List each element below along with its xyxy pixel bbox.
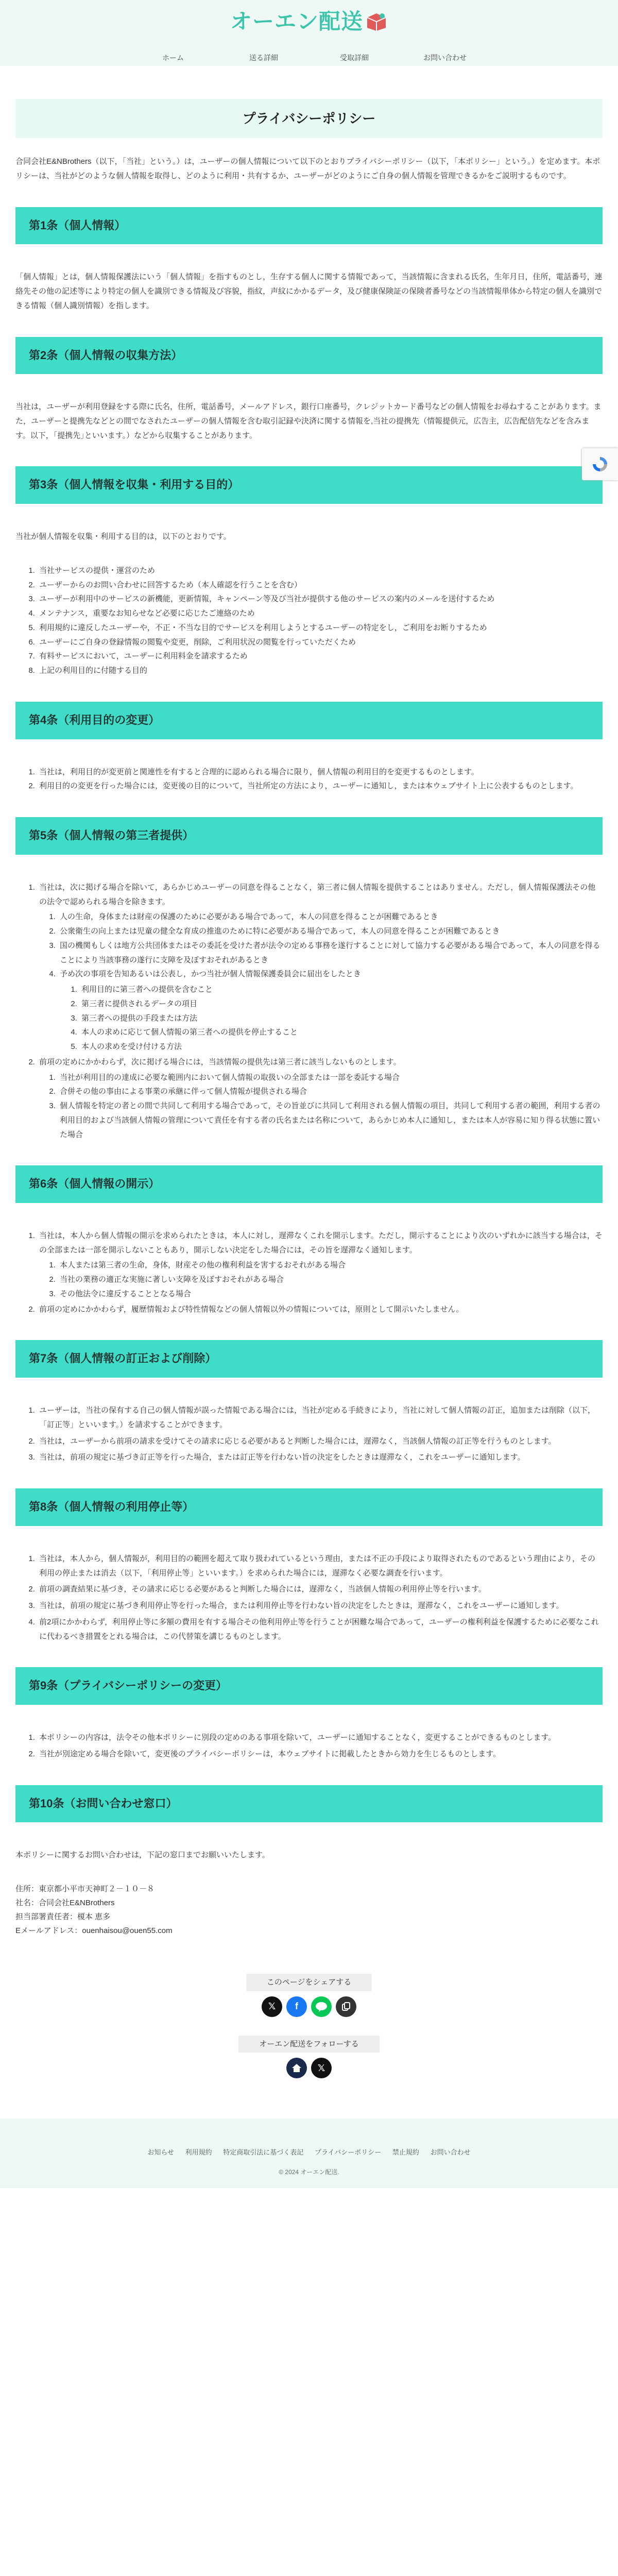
list-item: 2. 前項の定めにかかわらず，履歴情報および特性情報などの個人情報以外の情報については，原則として開示いたしません。 xyxy=(37,1302,603,1317)
facebook-share-button[interactable] xyxy=(286,1996,307,2017)
footer-link-privacy[interactable]: プライバシーポリシー xyxy=(314,2148,382,2157)
list-item: 4. 本人の求めに応じて個人情報の第三者への提供を停止すること xyxy=(79,1025,603,1040)
line-icon xyxy=(315,2002,328,2012)
list-item: 2. 当社の業務の適正な実施に著しい支障を及ぼすおそれがある場合 xyxy=(58,1273,603,1287)
list-item: 1. 当社が利用目的の達成に必要な範囲内において個人情報の取扱いの全部または一部を委託する場合 xyxy=(58,1071,603,1085)
article-7-heading: 第7条（個人情報の訂正および削除） xyxy=(15,1340,603,1378)
copy-icon xyxy=(341,2002,351,2012)
main-content xyxy=(15,66,603,2119)
contact-info xyxy=(15,1882,603,1938)
list-item: 2. ユーザーからのお問い合わせに回答するため（本人確認を行うことを含む） xyxy=(37,578,603,592)
list-item: 3. ユーザーが利用中のサービスの新機能，更新情報，キャンペーン等及び当社が提供する他のサービスの案内のメールを送付するため xyxy=(37,592,603,606)
list-item: 7. 有料サービスにおいて，ユーザーに利用料金を請求するため xyxy=(37,649,603,664)
list-item: 1. 本人または第三者の生命，身体，財産その他の権利利益を害するおそれがある場合 xyxy=(58,1258,603,1273)
article-6-list xyxy=(15,1229,603,1317)
footer-link-terms[interactable]: 利用規約 xyxy=(185,2148,212,2157)
article-5-sublist xyxy=(39,910,603,1054)
list-item: 1. 当社は，本人から，個人情報が，利用目的の範囲を超えて取り扱われているという理由，または不正の手段により取得されたものであるという理由により，その利用の停止または消去（以下，「利用停止等」といいます。）を求められた場合には，遅滞なく必要な調査を行います。 xyxy=(37,1552,603,1581)
footer-link-contact[interactable]: お問い合わせ xyxy=(430,2148,471,2157)
footer-link-prohibited[interactable]: 禁止規約 xyxy=(392,2148,419,2157)
article-1-heading: 第1条（個人情報） xyxy=(15,207,603,245)
contact-address: 住所：東京都小平市天神町２－１０－８ xyxy=(15,1884,155,1893)
list-item: 4. 前2項にかかわらず，利用停止等に多額の費用を有する場合その他利用停止等を行うことが困難な場合であって，ユーザーの権利利益を保護するために必要なこれに代わるべき措置をとれる場合は，この代替策を講じるものとします。 xyxy=(37,1615,603,1644)
article-3-heading: 第3条（個人情報を収集・利用する目的） xyxy=(15,466,603,504)
list-item: 1. 利用目的に第三者への提供を含むこと xyxy=(79,982,603,997)
article-3-text: 当社が個人情報を収集・利用する目的は，以下のとおりです。 xyxy=(15,532,231,541)
global-nav xyxy=(0,52,618,65)
list-item: 2. 第三者に提供されるデータの項目 xyxy=(79,997,603,1011)
list-item: 1. 当社は，利用目的が変更前と関連性を有すると合理的に認められる場合に限り，個人情報の利用目的を変更するものとします。 xyxy=(37,765,603,779)
list-item: 2. 公衆衛生の向上または児童の健全な育成の推進のために特に必要がある場合であって，本人の同意を得ることが困難であるとき xyxy=(58,924,603,939)
follow-title: オーエン配送をフォローする xyxy=(238,2036,380,2053)
article-8-list xyxy=(15,1552,603,1644)
article-5-list xyxy=(15,880,603,1142)
list-item-text: 当社は，次に掲げる場合を除いて，あらかじめユーザーの同意を得ることなく，第三者に個人情報を提供することはありません。ただし，個人情報保護法その他の法令で認められる場合を除きます。 xyxy=(39,883,596,906)
article-6-sublist xyxy=(39,1258,603,1301)
list-item: 1. 本ポリシーの内容は，法令その他本ポリシーに別段の定めのある事項を除いて，ユーザーに通知することなく，変更することができるものとします。 xyxy=(37,1731,603,1745)
page-title-box xyxy=(15,99,603,138)
recaptcha-icon xyxy=(591,455,609,473)
article-4-list xyxy=(15,765,603,794)
footer-link-news[interactable]: お知らせ xyxy=(147,2148,175,2157)
delivery-box-icon xyxy=(365,11,388,32)
list-item: 1. 人の生命，身体または財産の保護のために必要がある場合であって，本人の同意を得ることが困難であるとき xyxy=(58,910,603,924)
recaptcha-badge[interactable] xyxy=(582,448,618,480)
x-share-button[interactable] xyxy=(262,1996,282,2017)
share-section xyxy=(15,1974,603,2017)
list-item: 2. 合併その他の事由による事業の承継に伴って個人情報が提供される場合 xyxy=(58,1084,603,1099)
x-icon: 𝕏 xyxy=(268,2001,276,2012)
list-item xyxy=(58,967,603,1054)
list-item xyxy=(37,1229,603,1301)
list-item: 3. 当社は，前項の規定に基づき利用停止等を行った場合，または利用停止等を行わない旨の決定をしたときは，遅滞なく，これをユーザーに通知します。 xyxy=(37,1599,603,1613)
list-item: 2. 利用目的の変更を行った場合には，変更後の目的について，当社所定の方法により，ユーザーに通知し，または本ウェブサイト上に公表するものとします。 xyxy=(37,779,603,793)
contact-email: Eメールアドレス：ouenhaisou@ouen55.com xyxy=(15,1926,173,1935)
intro-text: 合同会社E&NBrothers（以下，「当社」という。）は，ユーザーの個人情報について以下のとおりプライバシーポリシー（以下，「本ポリシー」という。）を定めます。本ポリシーは、当社がどのような個人情報を取得し、どのように利用・共有するか、ユーザーがどのようにご自身の個人情報を管理できるかをご説明するものです。 xyxy=(15,157,600,180)
list-item-text: 前項の定めにかかわらず，次に掲げる場合には，当該情報の提供先は第三者に該当しないものとします。 xyxy=(39,1057,401,1066)
article-6-heading: 第6条（個人情報の開示） xyxy=(15,1165,603,1203)
share-title: このページをシェアする xyxy=(246,1974,372,1991)
home-follow-button[interactable] xyxy=(286,2058,307,2078)
nav-send-details[interactable]: 送る詳細 xyxy=(249,54,278,62)
nav-contact[interactable]: お問い合わせ xyxy=(423,54,467,62)
article-2-heading: 第2条（個人情報の収集方法） xyxy=(15,337,603,375)
home-icon xyxy=(291,2063,302,2073)
article-10-heading: 第10条（お問い合わせ窓口） xyxy=(15,1785,603,1823)
contact-person: 担当部署責任者：榎本 恵多 xyxy=(15,1912,111,1921)
article-2-text: 当社は，ユーザーが利用登録をする際に氏名，住所，電話番号，メールアドレス，銀行口座番号，クレジットカード番号などの個人情報をお尋ねすることがあります。また，ユーザーと提携先などとの間でなされたユーザーの個人情報を含む取引記録や決済に関する情報を,当社の提携先（情報提供元，広告主，広告配信先などを含みます。以下，｢提携先｣といいます。）などから収集することがあります。 xyxy=(15,402,602,440)
list-item: 6. ユーザーにご自身の登録情報の閲覧や変更，削除，ご利用状況の閲覧を行っていただくため xyxy=(37,635,603,650)
line-share-button[interactable] xyxy=(311,1996,332,2017)
article-5-heading: 第5条（個人情報の第三者提供） xyxy=(15,817,603,855)
list-item xyxy=(37,880,603,1054)
facebook-icon: f xyxy=(295,2001,298,2012)
list-item xyxy=(37,1055,603,1142)
list-item: 2. 前項の調査結果に基づき，その請求に応じる必要があると判断した場合には，遅滞なく，当該個人情報の利用停止等を行います。 xyxy=(37,1582,603,1597)
copy-link-button[interactable] xyxy=(336,1996,356,2017)
site-footer xyxy=(0,2119,618,2188)
page-title: プライバシーポリシー xyxy=(242,111,376,126)
follow-section xyxy=(15,2036,603,2119)
article-5-sublist-2 xyxy=(39,1071,603,1142)
article-10-text: 本ポリシーに関するお問い合わせは，下記の窓口までお願いいたします。 xyxy=(15,1851,270,1860)
article-7-list xyxy=(15,1403,603,1465)
footer-link-commerce[interactable]: 特定商取引法に基づく表記 xyxy=(223,2148,304,2157)
list-item: 3. 当社は，前項の規定に基づき訂正等を行った場合，または訂正等を行わない旨の決定をしたときは遅滞なく，これをユーザーに通知します。 xyxy=(37,1450,603,1465)
logo-text: オーエン配送 xyxy=(230,9,363,35)
list-item: 2. 当社は，ユーザーから前項の請求を受けてその請求に応じる必要があると判断した場合には，遅滞なく，当該個人情報の訂正等を行うものとします。 xyxy=(37,1434,603,1449)
share-icons xyxy=(15,1996,603,2017)
list-item: 3. その他法令に違反することとなる場合 xyxy=(58,1287,603,1301)
article-8-heading: 第8条（個人情報の利用停止等） xyxy=(15,1488,603,1526)
list-item-text: 当社は，本人から個人情報の開示を求められたときは，本人に対し，遅滞なくこれを開示します。ただし，開示することにより次のいずれかに該当する場合は，その全部または一部を開示しないこともあり，開示しない決定をした場合には，その旨を遅滞なく通知します。 xyxy=(39,1231,603,1255)
nav-receive-details[interactable]: 受取詳細 xyxy=(340,54,369,62)
nav-home[interactable]: ホーム xyxy=(162,54,184,62)
x-icon: 𝕏 xyxy=(317,2062,325,2073)
list-item: 3. 国の機関もしくは地方公共団体またはその委託を受けた者が法令の定める事務を遂行することに対して協力する必要がある場合であって，本人の同意を得ることにより当該事務の遂行に支障を及ぼすおそれがあるとき xyxy=(58,939,603,968)
list-item: 1. 当社サービスの提供・運営のため xyxy=(37,564,603,578)
list-item: 3. 第三者への提供の手段または方法 xyxy=(79,1011,603,1026)
list-item: 8. 上記の利用目的に付随する目的 xyxy=(37,664,603,678)
list-item: 2. 当社が別途定める場合を除いて，変更後のプライバシーポリシーは，本ウェブサイトに掲載したときから効力を生じるものとします。 xyxy=(37,1747,603,1761)
article-4-heading: 第4条（利用目的の変更） xyxy=(15,702,603,739)
follow-icons xyxy=(15,2058,603,2078)
x-follow-button[interactable] xyxy=(311,2058,332,2078)
list-item: 3. 個人情報を特定の者との間で共同して利用する場合であって，その旨並びに共同して利用される個人情報の項目，共同して利用する者の範囲，利用する者の利用目的および当該個人情報の管理について責任を有する者の氏名または名称について，あらかじめ本人に通知し，または本人が容易に知り得る状態に置いた場合 xyxy=(58,1099,603,1142)
article-3-list xyxy=(15,564,603,678)
article-5-subsublist xyxy=(60,982,603,1054)
list-item-text: 予め次の事項を告知あるいは公表し，かつ当社が個人情報保護委員会に届出をしたとき xyxy=(60,970,362,979)
article-9-heading: 第9条（プライバシーポリシーの変更） xyxy=(15,1667,603,1705)
article-9-list xyxy=(15,1731,603,1761)
site-logo[interactable] xyxy=(230,3,388,40)
list-item: 5. 本人の求めを受け付ける方法 xyxy=(79,1040,603,1054)
copyright: © 2024 オーエン配送. xyxy=(279,2168,339,2176)
article-1-text: 「個人情報」とは，個人情報保護法にいう「個人情報」を指すものとし，生存する個人に関する情報であって，当該情報に含まれる氏名，生年月日，住所，電話番号，連絡先その他の記述等により特定の個人を識別できる情報及び容貌，指紋，声紋にかかるデータ，及び健康保険証の保険者番号などの当該情報単体から特定の個人を識別できる情報（個人識別情報）を指します。 xyxy=(15,273,603,310)
footer-nav xyxy=(0,2146,618,2159)
list-item: 5. 利用規約に違反したユーザーや，不正・不当な目的でサービスを利用しようとするユーザーの特定をし，ご利用をお断りするため xyxy=(37,621,603,635)
list-item: 4. メンテナンス，重要なお知らせなど必要に応じたご連絡のため xyxy=(37,606,603,621)
contact-company: 社名：合同会社E&NBrothers xyxy=(15,1898,115,1907)
list-item: 1. ユーザーは，当社の保有する自己の個人情報が誤った情報である場合には，当社が定める手続きにより，当社に対して個人情報の訂正，追加または削除（以下，「訂正等」といいます。）を請求することができます。 xyxy=(37,1403,603,1432)
site-header xyxy=(0,0,618,66)
